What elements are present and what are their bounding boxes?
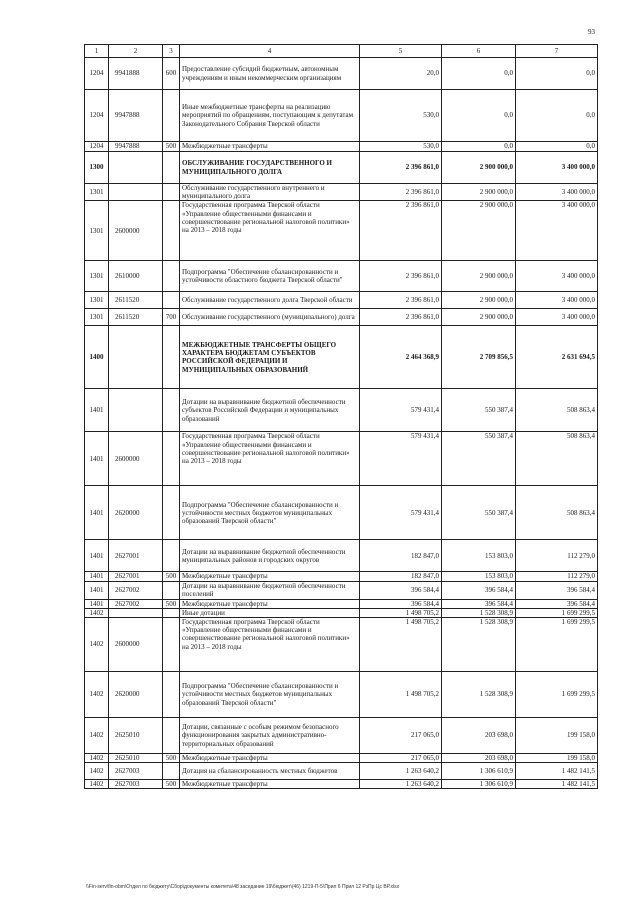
description-cell: Дотация на сбалансированность местных бюджетов: [180, 763, 360, 780]
amount-2015-cell: 396 584,4: [442, 581, 516, 599]
description-cell: Государственная программа Тверской области «Управление общественными финансами и совершенствование региональной налоговой политики» на 2013 – 2018 годы: [180, 432, 360, 486]
description-cell: Межбюджетные трансферты: [180, 599, 360, 608]
table-row: [85, 608, 598, 617]
amount-2015-cell: 550 387,4: [442, 432, 516, 486]
amount-2016-cell: 0,0: [516, 58, 598, 90]
expense-type-cell: [163, 389, 180, 432]
section-code-cell: 1402: [85, 754, 109, 763]
expense-type-cell: 600: [163, 58, 180, 90]
target-article-cell: 2620000: [109, 672, 163, 718]
section-code-cell: 1301: [85, 292, 109, 309]
target-article-cell: [109, 184, 163, 201]
amount-2014-cell: 2 396 861,0: [360, 292, 442, 309]
amount-2016-cell: 2 631 694,5: [516, 326, 598, 389]
amount-2016-cell: 199 158,0: [516, 718, 598, 754]
amount-2014-cell: 579 431,4: [360, 486, 442, 540]
amount-2014-cell: 579 431,4: [360, 389, 442, 432]
amount-2015-cell: 0,0: [442, 90, 516, 142]
amount-2015-cell: 2 900 000,0: [442, 201, 516, 261]
expense-type-cell: [163, 292, 180, 309]
expense-type-cell: [163, 432, 180, 486]
amount-2016-cell: 3 400 000,0: [516, 261, 598, 292]
column-header: 5: [360, 45, 442, 58]
amount-2014-cell: 182 847,0: [360, 540, 442, 572]
section-code-cell: 1402: [85, 763, 109, 780]
description-cell: Подпрограмма "Обеспечение сбалансированности и устойчивости местных бюджетов муниципальных образований Тверской области": [180, 486, 360, 540]
description-cell: Межбюджетные трансферты: [180, 754, 360, 763]
target-article-cell: 2627003: [109, 780, 163, 789]
table-row: [85, 152, 598, 184]
description-cell: Предоставление субсидий бюджетным, автономным учреждениям и иным некоммерческим организациям: [180, 58, 360, 90]
target-article-cell: 9947888: [109, 90, 163, 142]
table-row: [85, 142, 598, 152]
expense-type-cell: [163, 672, 180, 718]
table-row: [85, 780, 598, 789]
amount-2016-cell: 508 863,4: [516, 389, 598, 432]
description-cell: Дотации, связанные с особым режимом безопасного функционирования закрытых административно-территориальных образований: [180, 718, 360, 754]
amount-2015-cell: 2 900 000,0: [442, 184, 516, 201]
expense-type-cell: [163, 326, 180, 389]
target-article-cell: 2600000: [109, 432, 163, 486]
expense-type-cell: [163, 718, 180, 754]
expense-type-cell: [163, 152, 180, 184]
expense-type-cell: 500: [163, 572, 180, 581]
amount-2016-cell: 1 482 141,5: [516, 763, 598, 780]
expense-type-cell: [163, 618, 180, 672]
table-row: [85, 754, 598, 763]
table-row: [85, 540, 598, 572]
amount-2015-cell: 2 709 856,5: [442, 326, 516, 389]
description-cell: Обслуживание государственного внутреннего и муниципального долга: [180, 184, 360, 201]
table-row: [85, 581, 598, 599]
amount-2014-cell: 2 396 861,0: [360, 261, 442, 292]
amount-2016-cell: 1 699 299,5: [516, 608, 598, 617]
target-article-cell: 2627001: [109, 540, 163, 572]
amount-2015-cell: 0,0: [442, 58, 516, 90]
table-row: [85, 309, 598, 326]
amount-2014-cell: 2 396 861,0: [360, 152, 442, 184]
budget-table-body: [85, 45, 598, 789]
amount-2016-cell: 3 400 000,0: [516, 201, 598, 261]
section-code-cell: 1301: [85, 184, 109, 201]
table-row: [85, 672, 598, 718]
amount-2015-cell: 1 306 610,9: [442, 763, 516, 780]
amount-2014-cell: 396 584,4: [360, 581, 442, 599]
description-cell: Межбюджетные трансферты: [180, 780, 360, 789]
amount-2016-cell: 3 400 000,0: [516, 152, 598, 184]
section-code-cell: 1401: [85, 572, 109, 581]
target-article-cell: 2611520: [109, 309, 163, 326]
target-article-cell: 2627002: [109, 599, 163, 608]
amount-2015-cell: 2 900 000,0: [442, 261, 516, 292]
amount-2015-cell: 550 387,4: [442, 486, 516, 540]
target-article-cell: 2611520: [109, 292, 163, 309]
column-header: 6: [442, 45, 516, 58]
table-row: [85, 718, 598, 754]
amount-2014-cell: 1 498 705,2: [360, 618, 442, 672]
target-article-cell: 2610000: [109, 261, 163, 292]
amount-2016-cell: 1 699 299,5: [516, 672, 598, 718]
description-cell: Дотации на выравнивание бюджетной обеспеченности субъектов Российской Федерации и муниципальных образований: [180, 389, 360, 432]
page-number: 93: [588, 28, 595, 36]
target-article-cell: 9941888: [109, 58, 163, 90]
description-cell: Иные межбюджетные трансферты на реализацию мероприятий по обращениям, поступающим к депутатам Законодательного Собрания Тверской области: [180, 90, 360, 142]
description-cell: ОБСЛУЖИВАНИЕ ГОСУДАРСТВЕННОГО И МУНИЦИПАЛЬНОГО ДОЛГА: [180, 152, 360, 184]
amount-2014-cell: 20,0: [360, 58, 442, 90]
target-article-cell: 2627002: [109, 581, 163, 599]
amount-2016-cell: 508 863,4: [516, 432, 598, 486]
target-article-cell: 9947888: [109, 142, 163, 152]
table-row: [85, 389, 598, 432]
amount-2014-cell: 2 396 861,0: [360, 184, 442, 201]
amount-2016-cell: 0,0: [516, 142, 598, 152]
amount-2016-cell: 112 279,0: [516, 540, 598, 572]
amount-2015-cell: 203 698,0: [442, 718, 516, 754]
target-article-cell: [109, 608, 163, 617]
amount-2015-cell: 153 803,0: [442, 540, 516, 572]
expense-type-cell: [163, 763, 180, 780]
budget-table: [84, 44, 598, 789]
table-row: [85, 58, 598, 90]
target-article-cell: 2627001: [109, 572, 163, 581]
description-cell: Подпрограмма "Обеспечение сбалансированности и устойчивости областного бюджета Тверской области": [180, 261, 360, 292]
amount-2014-cell: 1 263 640,2: [360, 780, 442, 789]
table-row: [85, 292, 598, 309]
amount-2014-cell: 2 464 368,9: [360, 326, 442, 389]
table-row: [85, 261, 598, 292]
amount-2014-cell: 2 396 861,0: [360, 201, 442, 261]
amount-2016-cell: 508 863,4: [516, 486, 598, 540]
file-path-footer: \\Fin-serv\fin-obm\Отдел по бюджету\Сбор\документы комитета\48 заседание 19\бюджет\(46) 1219-П-5\Прил 6 Прил 12 РзПр Цс ВР.xlsx: [86, 884, 400, 890]
column-header: 3: [163, 45, 180, 58]
section-code-cell: 1204: [85, 58, 109, 90]
section-code-cell: 1301: [85, 261, 109, 292]
amount-2015-cell: 550 387,4: [442, 389, 516, 432]
description-cell: Дотации на выравнивание бюджетной обеспеченности муниципальных районов и городских округов: [180, 540, 360, 572]
expense-type-cell: [163, 581, 180, 599]
expense-type-cell: [163, 540, 180, 572]
table-row: [85, 201, 598, 261]
expense-type-cell: 500: [163, 142, 180, 152]
description-cell: МЕЖБЮДЖЕТНЫЕ ТРАНСФЕРТЫ ОБЩЕГО ХАРАКТЕРА БЮДЖЕТАМ СУБЪЕКТОВ РОССИЙСКОЙ ФЕДЕРАЦИИ И МУНИЦИПАЛЬНЫХ ОБРАЗОВАНИЙ: [180, 326, 360, 389]
section-code-cell: 1300: [85, 152, 109, 184]
amount-2016-cell: 3 400 000,0: [516, 292, 598, 309]
expense-type-cell: [163, 90, 180, 142]
amount-2016-cell: 0,0: [516, 90, 598, 142]
section-code-cell: 1402: [85, 618, 109, 672]
column-header: 1: [85, 45, 109, 58]
column-header: 2: [109, 45, 163, 58]
amount-2014-cell: 1 263 640,2: [360, 763, 442, 780]
amount-2016-cell: 1 482 141,5: [516, 780, 598, 789]
table-row: [85, 184, 598, 201]
target-article-cell: [109, 152, 163, 184]
description-cell: Государственная программа Тверской области «Управление общественными финансами и совершенствование региональной налоговой политики» на 2013 – 2018 годы: [180, 201, 360, 261]
amount-2015-cell: 153 803,0: [442, 572, 516, 581]
expense-type-cell: 500: [163, 599, 180, 608]
column-header: 4: [180, 45, 360, 58]
amount-2014-cell: 1 498 705,2: [360, 608, 442, 617]
section-code-cell: 1204: [85, 142, 109, 152]
amount-2016-cell: 199 158,0: [516, 754, 598, 763]
section-code-cell: 1402: [85, 608, 109, 617]
section-code-cell: 1402: [85, 780, 109, 789]
target-article-cell: [109, 389, 163, 432]
amount-2015-cell: 2 900 000,0: [442, 292, 516, 309]
amount-2016-cell: 3 400 000,0: [516, 184, 598, 201]
description-cell: Межбюджетные трансферты: [180, 572, 360, 581]
amount-2015-cell: 2 900 000,0: [442, 309, 516, 326]
section-code-cell: 1301: [85, 201, 109, 261]
section-code-cell: 1401: [85, 540, 109, 572]
target-article-cell: 2627003: [109, 763, 163, 780]
target-article-cell: 2620000: [109, 486, 163, 540]
amount-2016-cell: 396 584,4: [516, 581, 598, 599]
amount-2015-cell: 1 528 308,9: [442, 608, 516, 617]
amount-2014-cell: 530,0: [360, 142, 442, 152]
amount-2015-cell: 396 584,4: [442, 599, 516, 608]
expense-type-cell: [163, 201, 180, 261]
amount-2014-cell: 217 065,0: [360, 754, 442, 763]
expense-type-cell: 500: [163, 780, 180, 789]
amount-2016-cell: 112 279,0: [516, 572, 598, 581]
column-header: 7: [516, 45, 598, 58]
amount-2015-cell: 1 306 610,9: [442, 780, 516, 789]
expense-type-cell: [163, 486, 180, 540]
section-code-cell: 1204: [85, 90, 109, 142]
amount-2014-cell: 1 498 705,2: [360, 672, 442, 718]
section-code-cell: 1301: [85, 309, 109, 326]
table-row: [85, 90, 598, 142]
table-row: [85, 326, 598, 389]
expense-type-cell: 500: [163, 754, 180, 763]
amount-2015-cell: 2 900 000,0: [442, 152, 516, 184]
expense-type-cell: 700: [163, 309, 180, 326]
amount-2014-cell: 217 065,0: [360, 718, 442, 754]
table-header-row: [85, 45, 598, 58]
section-code-cell: 1401: [85, 486, 109, 540]
amount-2015-cell: 203 698,0: [442, 754, 516, 763]
description-cell: Подпрограмма "Обеспечение сбалансированности и устойчивости местных бюджетов муниципальных образований Тверской области": [180, 672, 360, 718]
target-article-cell: 2600000: [109, 618, 163, 672]
description-cell: Межбюджетные трансферты: [180, 142, 360, 152]
description-cell: Обслуживание государственного долга Тверской области: [180, 292, 360, 309]
section-code-cell: 1400: [85, 326, 109, 389]
target-article-cell: 2625010: [109, 718, 163, 754]
table-row: [85, 572, 598, 581]
section-code-cell: 1401: [85, 599, 109, 608]
section-code-cell: 1402: [85, 718, 109, 754]
section-code-cell: 1401: [85, 389, 109, 432]
table-row: [85, 486, 598, 540]
expense-type-cell: [163, 608, 180, 617]
section-code-cell: 1402: [85, 672, 109, 718]
section-code-cell: 1401: [85, 432, 109, 486]
description-cell: Иные дотации: [180, 608, 360, 617]
amount-2014-cell: 182 847,0: [360, 572, 442, 581]
amount-2015-cell: 1 528 308,9: [442, 672, 516, 718]
table-row: [85, 599, 598, 608]
target-article-cell: 2600000: [109, 201, 163, 261]
target-article-cell: [109, 326, 163, 389]
table-row: [85, 763, 598, 780]
amount-2016-cell: 1 699 299,5: [516, 618, 598, 672]
target-article-cell: 2625010: [109, 754, 163, 763]
amount-2014-cell: 579 431,4: [360, 432, 442, 486]
expense-type-cell: [163, 184, 180, 201]
amount-2014-cell: 530,0: [360, 90, 442, 142]
expense-type-cell: [163, 261, 180, 292]
description-cell: Дотации на выравнивание бюджетной обеспеченности поселений: [180, 581, 360, 599]
section-code-cell: 1401: [85, 581, 109, 599]
table-row: [85, 432, 598, 486]
amount-2015-cell: 0,0: [442, 142, 516, 152]
description-cell: Обслуживание государственного (муниципального) долга: [180, 309, 360, 326]
amount-2015-cell: 1 528 308,9: [442, 618, 516, 672]
description-cell: Государственная программа Тверской области «Управление общественными финансами и совершенствование региональной налоговой политики» на 2013 – 2018 годы: [180, 618, 360, 672]
amount-2014-cell: 2 396 861,0: [360, 309, 442, 326]
amount-2016-cell: 3 400 000,0: [516, 309, 598, 326]
amount-2016-cell: 396 584,4: [516, 599, 598, 608]
amount-2014-cell: 396 584,4: [360, 599, 442, 608]
table-row: [85, 618, 598, 672]
